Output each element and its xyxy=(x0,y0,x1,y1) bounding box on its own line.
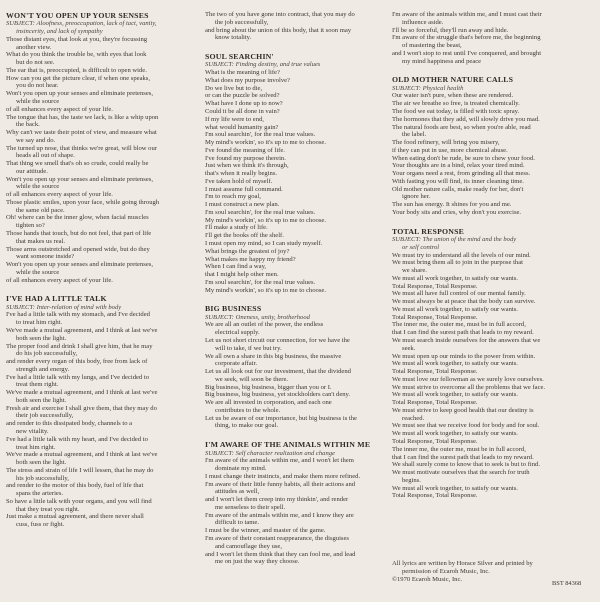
lyric-line: corporate affair. xyxy=(215,360,257,368)
lyric-line: we seek, will soon be there. xyxy=(215,375,289,383)
lyric-line: The food we eat today, is filled with toxic spray. xyxy=(392,108,520,115)
lyric-line: Those arms outstretched and opened wide, but do they xyxy=(6,245,150,253)
lyric-line: strength and energy. xyxy=(16,365,70,373)
lyric-line: our attitude. xyxy=(16,167,48,175)
lyric-line: I must open my mind, so I can study myself. xyxy=(205,240,323,248)
lyric-line: Fresh air and exercise I shall give them, that they may do xyxy=(6,404,157,412)
lyric-line: Our water isn't pure, when these are rendered. xyxy=(392,92,514,100)
lyric-line: The air we breathe so free, is treated chemically. xyxy=(392,100,520,108)
lyric-line: We've made a mutual agreement, and I think at last we've xyxy=(6,389,158,397)
section-title: TOTAL RESPONSE xyxy=(392,226,465,236)
lyric-line: of mastering the beast, xyxy=(402,42,462,50)
lyric-section xyxy=(205,440,383,566)
lyric-line: and render every organ of this body, free from lack of xyxy=(6,358,148,366)
lyric-line: or can the puzzle be solved? xyxy=(205,92,280,100)
lyric-line: I'll make a study of life. xyxy=(205,224,268,232)
lyric-line: I must change their instincts, and make them more refined. xyxy=(205,472,361,480)
lyric-line: Just when we think it's through, xyxy=(205,162,289,170)
lyric-line: me senseless to their spell. xyxy=(215,503,286,511)
lyric-line: Those hands that touch, but do not feel, that part of life xyxy=(6,230,152,238)
lyric-line: We must all work together, to satisfy our wants. xyxy=(392,360,518,368)
lyric-line: We must all have full control of our mental family. xyxy=(392,290,526,298)
lyric-line: What does my purpose involve? xyxy=(205,76,290,84)
lyric-line: the same old pace. xyxy=(16,206,65,214)
lyric-line: We've made a mutual agreement, and I think at last we've xyxy=(6,451,158,459)
lyric-line: both seen the light. xyxy=(16,396,67,404)
lyric-line: of all enhances every aspect of your life. xyxy=(6,191,113,199)
lyric-line: want someone inside? xyxy=(16,253,75,261)
lyric-line: I've had a little talk with my lungs, and I've decided to xyxy=(6,373,150,381)
lyric-line: We are all an outlet of the power, the endless xyxy=(205,321,324,329)
lyric-line: We must open up our minds to the power from within. xyxy=(392,352,536,360)
lyric-line: electrical supply. xyxy=(215,329,260,337)
lyric-line: We must see that we receive food for body and for soul. xyxy=(392,422,540,430)
lyric-line: I've had a little talk with my stomach, and I've decided xyxy=(6,311,150,319)
lyric-line: The tongue that has, the taste we lack, is like a whip upon xyxy=(6,113,159,121)
lyric-line: and bring about the union of this body, that it soon may xyxy=(205,26,352,34)
lyric-line: attitudes as well, xyxy=(215,488,260,496)
lyric-line: my mind happiness and peace xyxy=(402,57,482,65)
lyric-line: The two of you have gone into contract, that you may do xyxy=(205,11,355,18)
section-subject: SUBJECT: Finding destiny, and true values xyxy=(205,61,321,69)
lyric-line: We must bring them all to join in the purpose that xyxy=(392,259,523,267)
lyric-line: The inner me, the outer me, must be in full accord, xyxy=(392,321,526,329)
lyric-line: begins. xyxy=(402,476,421,484)
column-2 xyxy=(205,11,383,576)
credit-line: ©1970 Ecaroh Music, Inc. xyxy=(392,575,463,583)
lyric-line: The proper food and drink I shall give him, that he may xyxy=(6,342,153,350)
lyric-line: their job successfully, xyxy=(16,412,74,420)
section-subject: SUBJECT: Self character realization and change xyxy=(205,449,335,457)
lyric-line: that I might help other men. xyxy=(205,271,279,279)
lyric-line: treat him right. xyxy=(16,443,56,451)
lyric-line: What do you think the trouble be, with eyes that look xyxy=(6,51,147,59)
lyric-section xyxy=(6,11,196,284)
lyric-line: We must all work together, to satisfy our wants. xyxy=(392,305,518,313)
section-subject: or self control xyxy=(402,243,440,251)
lyric-line: Do we live but to die, xyxy=(205,84,263,92)
lyric-line: We must love our fellowman as we surely love ourselves. xyxy=(392,375,544,383)
lyric-section xyxy=(205,52,383,294)
lyric-line: the job successfully, xyxy=(215,18,269,26)
lyric-line: me on just the way they choose. xyxy=(215,558,300,566)
lyric-line: I must be the winner, and master of the game. xyxy=(205,527,326,535)
lyric-line: Total Response, Total Response. xyxy=(392,437,478,445)
section-title: SOUL SEARCHIN' xyxy=(205,52,274,62)
lyric-line: Let us be aware of our importance, but big business is the xyxy=(205,414,357,422)
lyric-line: We must search inside ourselves for the answers that we xyxy=(392,337,541,345)
lyric-line: Those plastic smiles, upon your face, while going through xyxy=(6,198,160,206)
lyric-line: Total Response, Total Response. xyxy=(392,368,478,376)
lyric-line: treat them right. xyxy=(16,381,59,389)
lyric-line: and render to the motor of this body, fuel of life that xyxy=(6,482,144,490)
lyric-line: We are all invested in corporation, and each one xyxy=(205,399,332,407)
lyric-line: The sun has energy. It shines for you and me. xyxy=(392,201,512,209)
lyric-section xyxy=(392,75,592,216)
lyric-line: The ear that is, preoccupied, is difficult to open wide. xyxy=(6,66,147,74)
lyric-line: that makes us real. xyxy=(16,237,66,245)
lyric-line: What brings the greatest of joy? xyxy=(205,247,290,255)
lyric-line: My mind's workin', so it's up to me to choose. xyxy=(205,139,326,147)
lyric-line: difficult to tame. xyxy=(215,519,260,527)
lyric-line: What have I done up to now? xyxy=(205,100,283,108)
lyric-line: I've found my purpose therein. xyxy=(205,154,286,162)
lyric-line: Your organs need a rest, from grinding all that mess. xyxy=(392,170,531,178)
lyric-line: Those distant eyes, that look at you, they're focussing xyxy=(6,35,148,43)
lyric-line: I'm to reach my goal, xyxy=(205,193,261,201)
lyric-line: We must all work together, to satisfy our wants. xyxy=(392,274,518,282)
lyric-line: I'm aware of their constant reappearance, the disguises xyxy=(205,534,349,542)
lyric-line: Your thoughts are in a bind, relax your tired mind. xyxy=(392,162,525,170)
lyric-line: When eating don't be rude, be sure to chew your food. xyxy=(392,154,535,162)
lyric-line: both seen the light. xyxy=(16,459,67,467)
lyric-line: his job successfully, xyxy=(16,474,69,482)
lyric-line: and render to this dissipated body, channels to a xyxy=(6,420,133,428)
lyric-line: My mind's workin', so it's up to me to choose. xyxy=(205,286,326,294)
lyric-line: I'm aware of their little funny habits, all their actions and xyxy=(205,480,356,488)
lyric-line: When I can find a way, xyxy=(205,263,267,271)
lyric-line: Could it be all done in vain? xyxy=(205,108,280,115)
lyric-line: We all own a share in this big business, the massive xyxy=(205,352,342,360)
lyric-line: The natural foods are best, so when you're able, read xyxy=(392,123,531,131)
lyric-line: I'm soul searchin', for the real true values. xyxy=(205,208,316,216)
lyric-line: dominate my mind. xyxy=(215,465,267,473)
lyric-line: Your body sits and cries, why don't you exercise. xyxy=(392,208,522,216)
lyric-line: The inner me, the outer me, must be in full accord, xyxy=(392,445,526,453)
lyric-section xyxy=(392,11,592,65)
lyric-line: spans the arteries. xyxy=(16,490,64,498)
lyric-line: Oh! where can be the inner glow, when facial muscles xyxy=(6,214,149,222)
lyric-line: while the source xyxy=(16,268,60,276)
lyric-line: I'm soul searchin', for the real true values. xyxy=(205,278,316,286)
lyric-line: Won't you open up your senses and eliminate pretenses, xyxy=(6,261,153,269)
lyric-line: Just make a mutual agreement, and there never shall xyxy=(6,513,144,521)
lyric-line: contributes to the whole. xyxy=(215,406,281,414)
lyric-line: we share. xyxy=(402,267,427,275)
lyric-line: seek. xyxy=(402,344,416,352)
lyric-line: that I can find the surest path that leads to my reward. xyxy=(392,453,534,461)
lyric-line: of all enhances every aspect of your life. xyxy=(6,105,113,113)
lyric-line: and I won't let them think that they can fool me, and lead xyxy=(205,550,356,558)
lyric-line: Total Response, Total Response. xyxy=(392,313,478,321)
lyric-line: Total Response, Total Response. xyxy=(392,399,478,407)
lyric-line: I'll be so forceful, they'll run away and hide. xyxy=(392,26,509,34)
lyric-line: What is the meaning of life? xyxy=(205,69,280,77)
lyric-line: We must all work together, to satisfy our wants. xyxy=(392,430,518,438)
lyric-line: while the source xyxy=(16,183,60,191)
lyric-line: We must strive to keep good health that our destiny is xyxy=(392,406,534,414)
lyric-line: We shall surely come to know that to seek is but to find. xyxy=(392,461,540,469)
lyric-section xyxy=(205,304,383,430)
lyric-line: heads all out of shape. xyxy=(16,152,75,160)
lyric-line: if they can put in use, more chemical abuse. xyxy=(392,146,508,154)
lyric-line: that I can find the surest path that leads to my reward. xyxy=(392,329,534,337)
lyric-line: We must all work together, to satisfy our wants. xyxy=(392,391,518,399)
credit-line: All lyrics are written by Horace Silver and printed by xyxy=(392,560,533,567)
lyric-line: I'm aware of the animals within me, and I won't let them xyxy=(205,457,354,465)
credit-line: permission of Ecaroh Music, Inc. xyxy=(402,567,490,575)
section-subject: SUBJECT: Physical health xyxy=(392,84,464,92)
column-1 xyxy=(6,11,196,539)
lyric-line: and I won't let them creep into my thinkin', and render xyxy=(205,496,349,504)
lyric-line: to treat him right. xyxy=(16,319,63,327)
lyric-line: The turned up nose, that thinks we're great, will blow our xyxy=(6,144,157,152)
lyric-line: I'm aware of the animals within me, and I must cast their xyxy=(392,11,542,18)
lyric-line: of all enhances every aspect of your life. xyxy=(6,276,113,284)
lyric-section xyxy=(6,294,196,529)
lyric-line: The stress and strain of life I will lessen, that he may do xyxy=(6,466,154,474)
lyric-line: I'm aware of the animals within me, and I know they are xyxy=(205,511,354,519)
lyric-line: Total Response, Total Response. xyxy=(392,492,478,500)
lyric-line: tighten so? xyxy=(16,222,45,230)
lyric-line: I'm aware of the struggle that's before me, the beginning xyxy=(392,34,541,42)
lyric-line: So have a little talk with your organs, and you will find xyxy=(6,497,152,505)
lyric-line: I've taken hold of myself. xyxy=(205,177,273,185)
lyric-line: do his job successfully, xyxy=(16,350,78,358)
section-title: I'VE HAD A LITTLE TALK xyxy=(6,294,107,304)
lyric-line: and I won't stop to rest until I've conquered, and brought xyxy=(392,49,542,57)
lyric-line: We must motivate ourselves that the search for truth xyxy=(392,469,530,477)
lyric-line: Won't you open up your senses and eliminate pretenses, xyxy=(6,90,153,98)
lyric-line: that they treat you right. xyxy=(16,505,80,513)
lyric-line: will to take, if we but try. xyxy=(215,344,282,352)
catalog-number: BST 84368 xyxy=(552,580,582,587)
lyric-line: My mind's workin', so it's up to me to choose. xyxy=(205,216,326,224)
lyric-line: that's when it really begins. xyxy=(205,170,278,178)
lyric-line: another view. xyxy=(16,43,52,51)
section-title: BIG BUSINESS xyxy=(205,304,262,314)
lyric-line: That thing we smell that's oh so crude, could really be xyxy=(6,160,149,168)
lyric-line: while the source xyxy=(16,98,60,105)
lyric-line: We've made a mutual agreement, and I think at last we've xyxy=(6,327,158,335)
lyric-line: the label. xyxy=(402,131,427,139)
lyric-line: I must assume full command. xyxy=(205,185,283,193)
lyric-line: With fasting you will find, its inner cleaning time. xyxy=(392,177,524,185)
lyric-line: If my life were to end, xyxy=(205,115,264,123)
lyric-line: Big business, big business, yet stockholders can't deny. xyxy=(205,391,351,399)
lyric-line: Let us not short circuit our connection, for we have the xyxy=(205,337,350,345)
lyric-line: the back. xyxy=(16,121,40,129)
lyric-line: I've found the meaning of life. xyxy=(205,146,285,154)
section-subject: SUBJECT: Inter-relation of mind with body xyxy=(6,303,122,311)
lyric-line: I must construct a new plan. xyxy=(205,201,280,209)
lyric-line: How can you get the picture clear, if when one speaks, xyxy=(6,74,151,82)
lyric-line: Why can't we taste their point of view, and measure what xyxy=(6,129,157,137)
lyric-line: and camouflage they use, xyxy=(215,542,283,550)
lyric-line: We must all work together, to satisfy our wants. xyxy=(392,484,518,492)
lyric-line: Let us all look out for our investment, that the dividend xyxy=(205,368,351,376)
lyric-section xyxy=(205,11,383,42)
lyric-line: but do not see. xyxy=(16,59,55,67)
lyric-line: Total Response, Total Response. xyxy=(392,282,478,290)
lyric-line: The hormones that they add, will slowly drive you mad. xyxy=(392,115,540,123)
lyric-line: we say and do. xyxy=(16,136,56,144)
lyric-line: you do not hear. xyxy=(16,82,59,90)
lyric-line: influence aside. xyxy=(402,18,444,26)
lyric-line: The food refinery, will bring you misery, xyxy=(392,139,500,147)
lyric-section xyxy=(392,227,592,500)
lyric-line: Big business, big business, bigger than you or I. xyxy=(205,383,332,391)
lyric-line: What makes me happy my friend? xyxy=(205,255,296,263)
lyric-line: I'm soul searchin', for the real true values. xyxy=(205,131,316,139)
lyric-line: new vitality. xyxy=(16,427,49,435)
lyric-line: I've had a little talk with my heart, and I've decided to xyxy=(6,435,148,443)
section-subject: SUBJECT: Oneness, unity, brotherhood xyxy=(205,313,310,321)
lyric-line: Old mother nature calls, make ready for her, don't xyxy=(392,185,524,193)
lyric-line: both seen the light. xyxy=(16,334,67,342)
lyric-line: We must try to understand all the levels of our mind. xyxy=(392,251,531,259)
section-subject: SUBJECT: Aloofness, preoccupation, lack of tact, vanity, xyxy=(6,20,157,28)
section-subject: SUBJECT: The union of the mind and the body xyxy=(392,236,517,244)
lyric-line: I'll get the books off the shelf. xyxy=(205,232,284,240)
lyric-line: cuss, fuss or fight. xyxy=(16,521,65,529)
column-3 xyxy=(392,11,592,510)
lyric-line: ignore her. xyxy=(402,193,431,201)
lyric-line: know totality. xyxy=(215,34,252,42)
section-title: WON'T YOU OPEN UP YOUR SENSES xyxy=(6,11,149,20)
lyric-line: We must strive to overcome all the problems that we face. xyxy=(392,383,546,391)
lyric-line: reached. xyxy=(402,414,425,422)
section-title: I'M AWARE OF THE ANIMALS WITHIN ME xyxy=(205,440,371,450)
lyric-line: Won't you open up your senses and eliminate pretenses, xyxy=(6,175,153,183)
section-subject: insincerity, and lack of sympathy xyxy=(16,28,103,36)
lyric-line: thing, to make our goal. xyxy=(215,422,278,430)
section-title: OLD MOTHER NATURE CALLS xyxy=(392,75,514,85)
lyric-line: what would humanity gain? xyxy=(205,123,279,131)
lyric-line: We must always be at peace that the body can survive. xyxy=(392,298,536,306)
